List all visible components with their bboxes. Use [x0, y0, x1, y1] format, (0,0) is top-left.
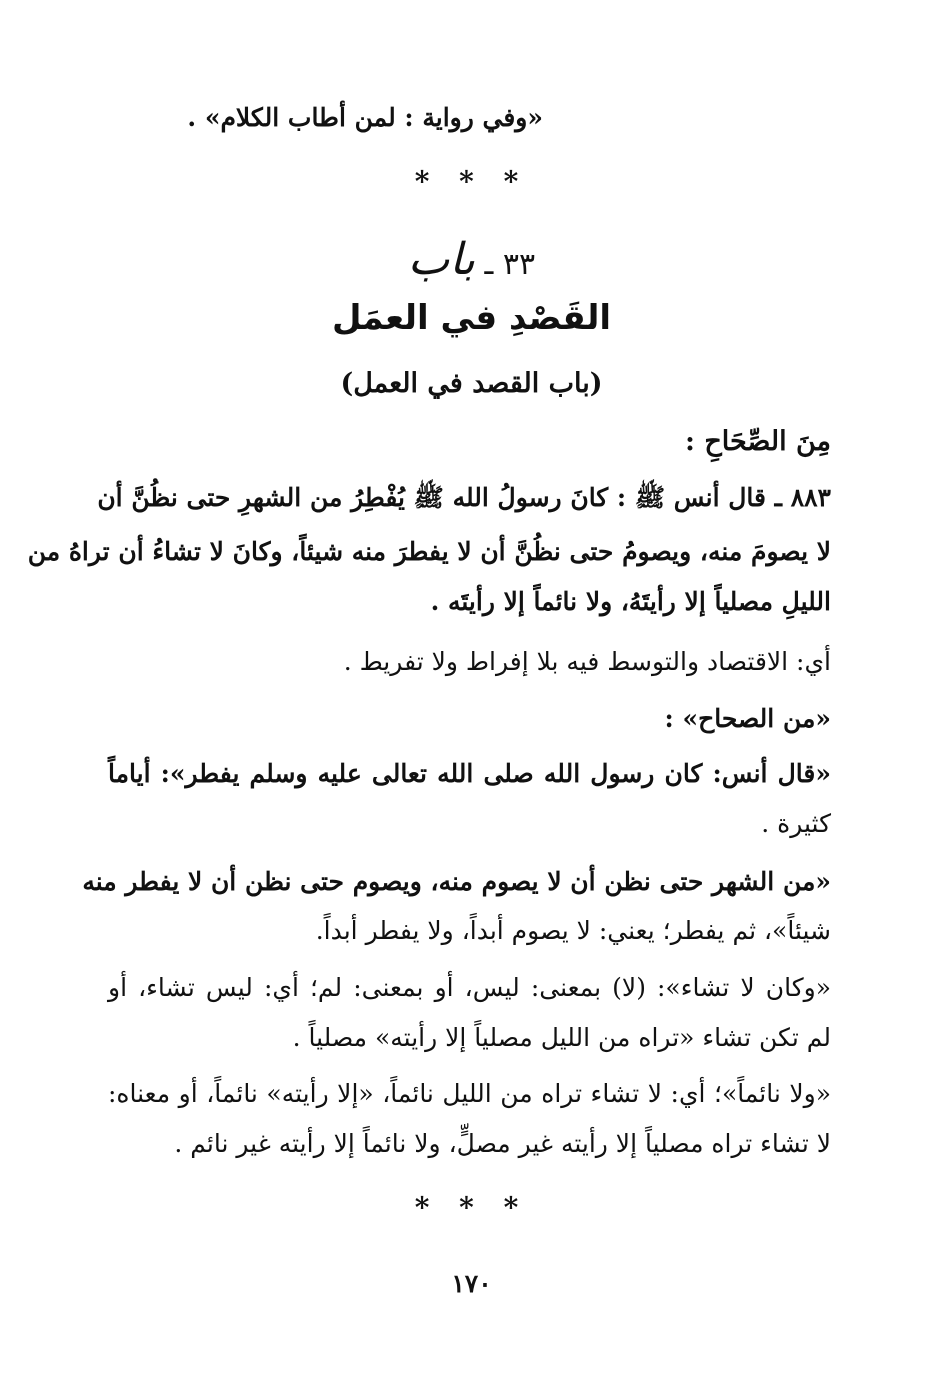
bab-word: باب — [407, 234, 475, 285]
hadith-line-3: الليلِ مصلياً إلا رأيتَهُ، ولا نائماً إلا رأيتَه . — [430, 587, 831, 616]
page-number: ١٧٠ — [451, 1269, 492, 1298]
section-divider-top: * * * — [414, 165, 529, 198]
bab-heading — [0, 236, 943, 289]
commentary-ay: أي: الاقتصاد والتوسط فيه بلا إفراط ولا تفريط . — [343, 647, 831, 676]
commentary-qala-line-2: كثيرة . — [761, 809, 831, 838]
commentary-kana-line-2: لم تكن تشاء «تراه من الليل مصلياً إلا رأيته» مصلياً . — [292, 1023, 831, 1052]
commentary-naiman-line-1: «ولا نائماً»؛ أي: لا تشاء تراه من الليل نائماً، «إلا رأيته» نائماً، أو معناه: — [108, 1079, 831, 1108]
chapter-title: القَصْدِ في العمَل — [331, 298, 612, 338]
commentary-shahr-line-2: شيئاً»، ثم يفطر؛ يعني: لا يصوم أبداً، ولا يفطر أبداً. — [315, 916, 831, 945]
chapter-subtitle: (باب القصد في العمل) — [340, 368, 603, 399]
hadith-line-1: ٨٨٣ ـ قال أنس ﷺ : كانَ رسولُ الله ﷺ يُفْطِرُ من الشهرِ حتى نظُنَّ أن — [97, 483, 831, 512]
commentary-min-sihah: «من الصحاح» : — [664, 704, 831, 733]
commentary-qala-line-1: «قال أنس: كان رسول الله صلى الله تعالى عليه وسلم يفطر»: أياماً — [108, 759, 831, 788]
commentary-naiman-line-2: لا تشاء تراه مصلياً إلا رأيته غير مصلٍّ، ولا نائماً إلا رأيته غير نائم . — [174, 1129, 831, 1158]
commentary-kana-line-1: «وكان لا تشاء»: (لا) بمعنى: ليس، أو بمعنى: لم؛ أي: ليس تشاء، أو — [108, 973, 831, 1002]
min-sihah-heading: مِنَ الصِّحَاحِ : — [684, 426, 831, 457]
section-divider-bottom: * * * — [414, 1191, 529, 1224]
bab-number: ٣٣ ـ — [484, 247, 536, 282]
hadith-line-2: لا يصومَ منه، ويصومُ حتى نظُنَّ أن لا يفطرَ منه شيئاً، وكانَ لا تشاءُ أن تراهُ من — [27, 537, 831, 566]
commentary-shahr-line-1: «من الشهر حتى نظن أن لا يصوم منه، ويصوم حتى نظن أن لا يفطر منه — [82, 867, 831, 896]
riwaya-line: «وفي رواية : لمن أطاب الكلام» . — [187, 103, 543, 132]
